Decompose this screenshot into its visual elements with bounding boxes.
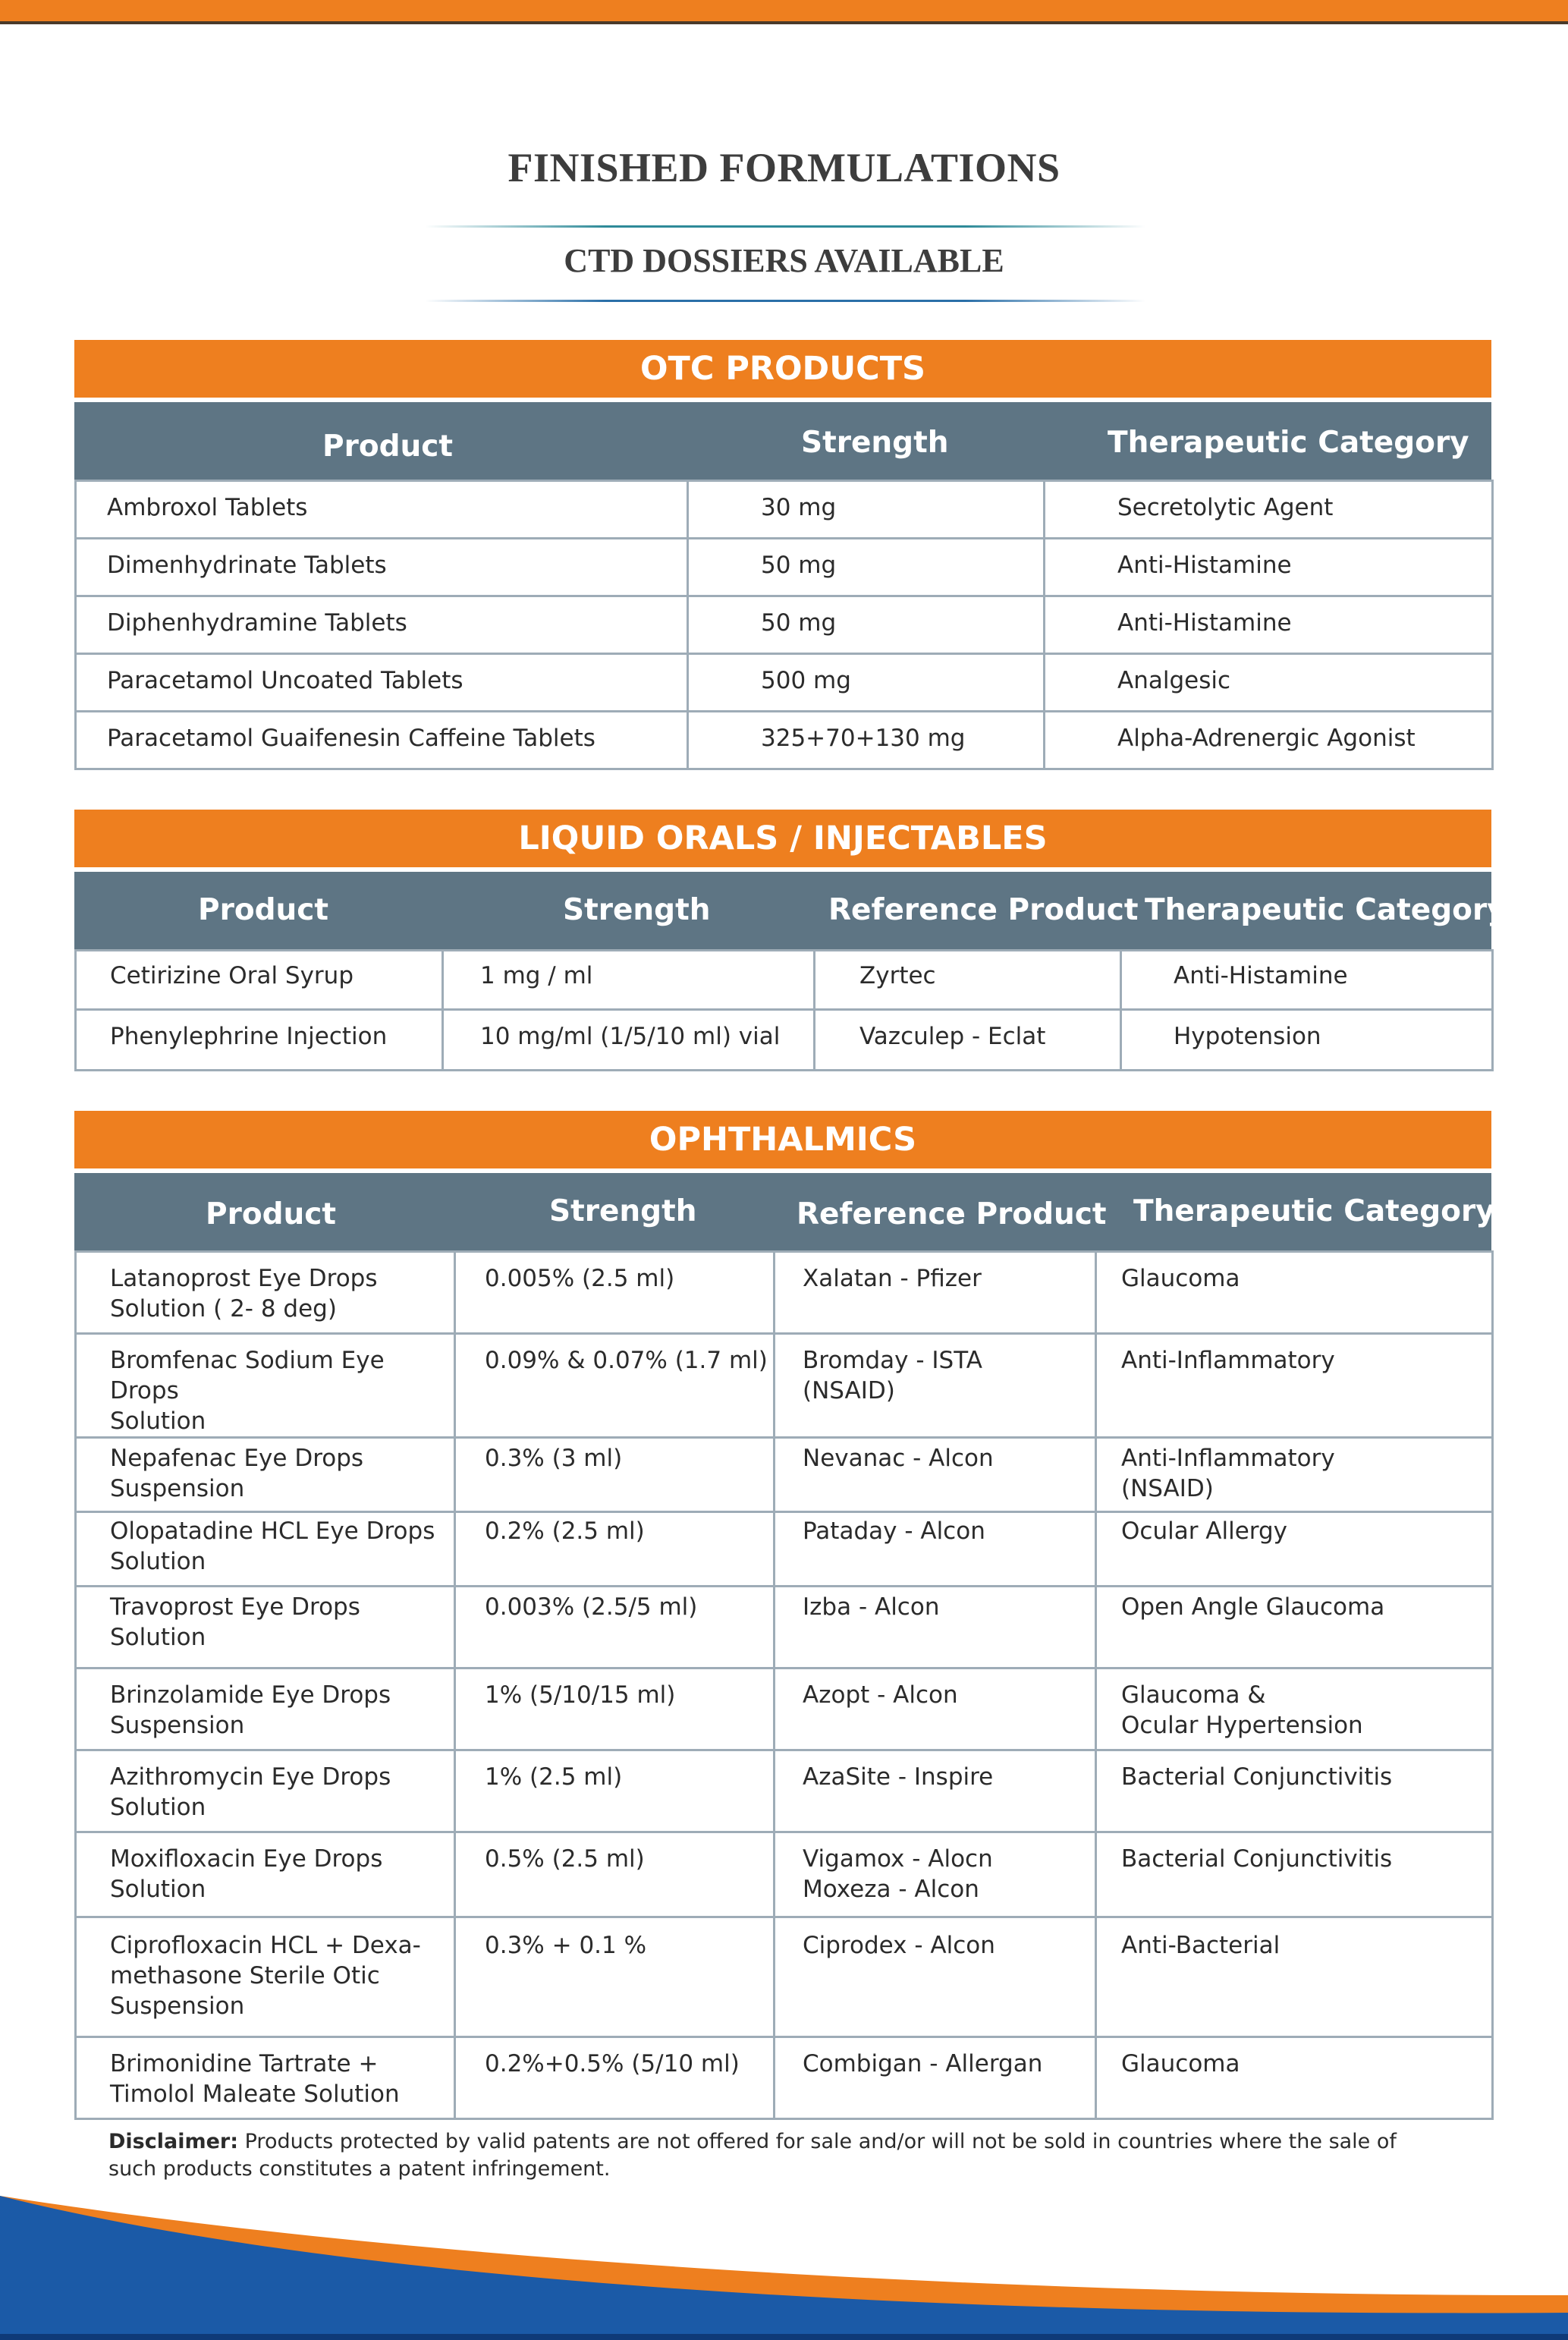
otc-header-category: Therapeutic Category: [1108, 426, 1469, 460]
liquid-table-header: [74, 872, 1507, 949]
table-cell: 50 mg: [688, 539, 1045, 596]
table-cell: Brinzolamide Eye Drops Suspension: [76, 1669, 455, 1750]
table-cell: Brimonidine Tartrate + Timolol Maleate Solution: [76, 2037, 455, 2119]
table-row: [76, 951, 1493, 1010]
ophthalmics-table: [74, 1250, 1494, 2120]
table-cell: Vigamox - Alocn Moxeza - Alcon: [775, 1832, 1096, 1917]
table-cell: 30 mg: [688, 481, 1045, 539]
table-cell: Glaucoma: [1096, 2037, 1493, 2119]
liquid-header-strength: Strength: [563, 893, 711, 927]
otc-table-header: [74, 402, 1491, 480]
table-cell: 0.2% (2.5 ml): [455, 1512, 775, 1587]
page-title: FINISHED FORMULATIONS: [507, 145, 1061, 190]
table-cell: 1 mg / ml: [443, 951, 815, 1010]
table-cell: 10 mg/ml (1/5/10 ml) vial: [443, 1010, 815, 1071]
table-row: [76, 2037, 1493, 2119]
table-cell: 50 mg: [688, 596, 1045, 654]
table-cell: Paracetamol Uncoated Tablets: [76, 654, 688, 712]
table-cell: AzaSite - Inspire: [775, 1750, 1096, 1832]
table-row: [76, 1587, 1493, 1669]
ophthalmics-header-strength: Strength: [549, 1194, 697, 1228]
table-row: [76, 1010, 1493, 1071]
liquid-section: [74, 810, 1507, 1071]
table-row: [76, 1438, 1493, 1512]
disclaimer-text: Products protected by valid patents are not offered for sale and/or will not be sold in countries where the sale of such products constitutes a patent infringement.: [108, 2130, 1397, 2181]
table-cell: Alpha-Adrenergic Agonist: [1045, 712, 1493, 769]
table-cell: Anti-Histamine: [1045, 596, 1493, 654]
table-cell: Analgesic: [1045, 654, 1493, 712]
table-cell: Nepafenac Eye Drops Suspension: [76, 1438, 455, 1512]
table-cell: Anti-Inflammatory (NSAID): [1096, 1438, 1493, 1512]
table-cell: Hypotension: [1121, 1010, 1493, 1071]
table-cell: Bacterial Conjunctivitis: [1096, 1832, 1493, 1917]
table-cell: Azithromycin Eye Drops Solution: [76, 1750, 455, 1832]
otc-header-product: Product: [322, 429, 454, 464]
liquid-section-title: LIQUID ORALS / INJECTABLES: [74, 810, 1491, 867]
table-cell: 0.5% (2.5 ml): [455, 1832, 775, 1917]
table-row: [76, 712, 1493, 769]
table-cell: 0.09% & 0.07% (1.7 ml): [455, 1334, 775, 1438]
table-row: [76, 539, 1493, 596]
table-cell: Bromfenac Sodium Eye Drops Solution: [76, 1334, 455, 1438]
table-cell: 1% (2.5 ml): [455, 1750, 775, 1832]
footer-wave-blue: [0, 2196, 1568, 2340]
table-cell: 0.3% (3 ml): [455, 1438, 775, 1512]
table-cell: Bromday - ISTA (NSAID): [775, 1334, 1096, 1438]
table-cell: Ambroxol Tablets: [76, 481, 688, 539]
table-cell: Glaucoma & Ocular Hypertension: [1096, 1669, 1493, 1750]
ophthalmics-table-header: [74, 1173, 1495, 1250]
liquid-header-product: Product: [198, 893, 329, 927]
ophthalmics-header-category: Therapeutic Category: [1133, 1194, 1495, 1228]
table-row: [76, 1750, 1493, 1832]
table-cell: Ocular Allergy: [1096, 1512, 1493, 1587]
otc-section-title: OTC PRODUCTS: [74, 340, 1491, 398]
table-cell: Dimenhydrinate Tablets: [76, 539, 688, 596]
otc-header-strength: Strength: [801, 426, 949, 460]
table-row: [76, 1832, 1493, 1917]
table-cell: Secretolytic Agent: [1045, 481, 1493, 539]
footer-wave-graphic: [0, 2185, 1568, 2340]
table-row: [76, 1334, 1493, 1438]
table-cell: 0.3% + 0.1 %: [455, 1917, 775, 2037]
table-cell: 1% (5/10/15 ml): [455, 1669, 775, 1750]
table-cell: Nevanac - Alcon: [775, 1438, 1096, 1512]
table-row: [76, 1512, 1493, 1587]
table-cell: Anti-Histamine: [1045, 539, 1493, 596]
table-cell: Olopatadine HCL Eye Drops Solution: [76, 1512, 455, 1587]
table-cell: Latanoprost Eye Drops Solution ( 2- 8 deg): [76, 1252, 455, 1334]
disclaimer-label: Disclaimer:: [108, 2130, 239, 2153]
ophthalmics-section-title: OPHTHALMICS: [74, 1111, 1491, 1168]
table-cell: Azopt - Alcon: [775, 1669, 1096, 1750]
footer-base-line: [0, 2334, 1568, 2340]
table-cell: Anti-Inflammatory: [1096, 1334, 1493, 1438]
table-cell: Paracetamol Guaifenesin Caffeine Tablets: [76, 712, 688, 769]
top-accent-band: [0, 0, 1568, 24]
table-cell: Xalatan - Pfizer: [775, 1252, 1096, 1334]
table-row: [76, 1252, 1493, 1334]
liquid-header-reference: Reference Product: [828, 893, 1139, 927]
page-subtitle: CTD DOSSIERS AVAILABLE: [564, 242, 1004, 279]
table-cell: 0.003% (2.5/5 ml): [455, 1587, 775, 1669]
otc-section: [74, 340, 1491, 770]
table-cell: Moxifloxacin Eye Drops Solution: [76, 1832, 455, 1917]
table-cell: 0.2%+0.5% (5/10 ml): [455, 2037, 775, 2119]
table-cell: Cetirizine Oral Syrup: [76, 951, 443, 1010]
table-cell: Glaucoma: [1096, 1252, 1493, 1334]
table-cell: Open Angle Glaucoma: [1096, 1587, 1493, 1669]
table-cell: Diphenhydramine Tablets: [76, 596, 688, 654]
table-row: [76, 1917, 1493, 2037]
table-cell: Vazculep - Eclat: [815, 1010, 1121, 1071]
table-cell: Anti-Bacterial: [1096, 1917, 1493, 2037]
table-cell: Travoprost Eye Drops Solution: [76, 1587, 455, 1669]
table-row: [76, 596, 1493, 654]
ophthalmics-section: [74, 1111, 1495, 2120]
liquid-table: [74, 949, 1494, 1071]
table-cell: Izba - Alcon: [775, 1587, 1096, 1669]
table-cell: 500 mg: [688, 654, 1045, 712]
table-cell: Ciprofloxacin HCL + Dexa- methasone Sterile Otic Suspension: [76, 1917, 455, 2037]
disclaimer: [108, 2128, 1436, 2183]
table-cell: Ciprodex - Alcon: [775, 1917, 1096, 2037]
otc-table: [74, 480, 1494, 770]
table-cell: Anti-Histamine: [1121, 951, 1493, 1010]
table-row: [76, 654, 1493, 712]
ophthalmics-header-product: Product: [206, 1197, 337, 1231]
table-cell: 0.005% (2.5 ml): [455, 1252, 775, 1334]
title-divider-bottom: [425, 300, 1145, 302]
title-divider-top: [425, 225, 1145, 228]
table-row: [76, 1669, 1493, 1750]
liquid-header-category: Therapeutic Category: [1145, 893, 1507, 927]
table-cell: Pataday - Alcon: [775, 1512, 1096, 1587]
table-cell: Zyrtec: [815, 951, 1121, 1010]
table-cell: Combigan - Allergan: [775, 2037, 1096, 2119]
table-row: [76, 481, 1493, 539]
table-cell: 325+70+130 mg: [688, 712, 1045, 769]
table-cell: Phenylephrine Injection: [76, 1010, 443, 1071]
table-cell: Bacterial Conjunctivitis: [1096, 1750, 1493, 1832]
ophthalmics-header-reference: Reference Product: [797, 1197, 1107, 1231]
